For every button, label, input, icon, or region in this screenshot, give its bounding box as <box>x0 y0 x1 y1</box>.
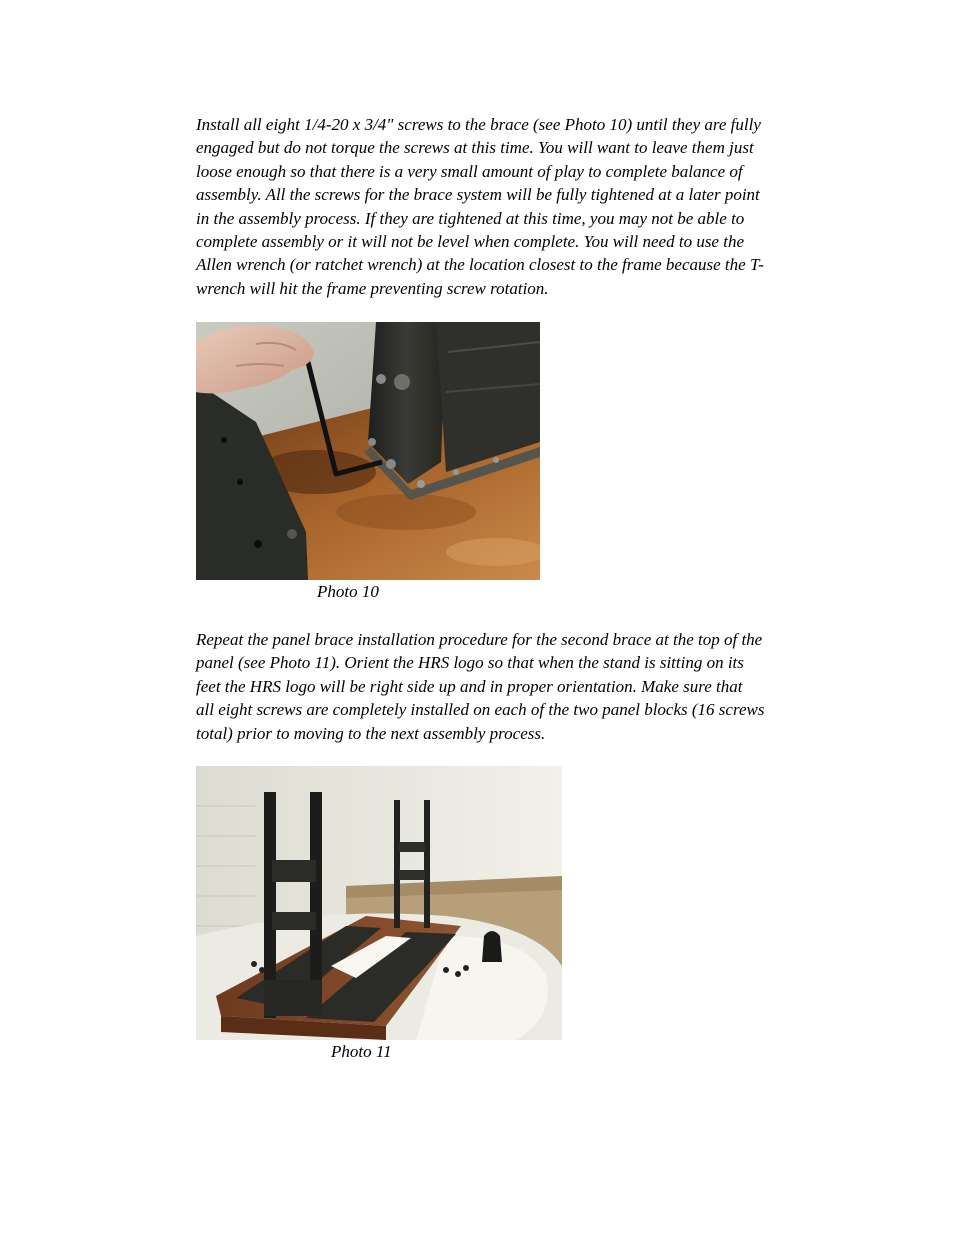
text-line: Install all eight 1/4-20 x 3/4" screws to the brace (see Photo 10) until they are fully <box>196 115 761 134</box>
text-line: engaged but do not torque the screws at this time. You will want to leave them just <box>196 138 754 158</box>
text-line: loose enough so that there is a very small amount of play to complete balance of <box>196 161 743 181</box>
text-line: Repeat the panel brace installation procedure for the second brace at the top of the <box>196 630 763 649</box>
text-line: assembly. All the screws for the brace system will be fully tightened at a later point <box>196 185 760 205</box>
photo-10-allen-wrench-on-brace <box>196 322 540 580</box>
photo-11-caption: Photo 11 <box>331 1042 392 1061</box>
photo-10-caption: Photo 10 <box>317 582 379 601</box>
text-line: feet the HRS logo will be right side up and in proper orientation. Make sure that <box>196 676 743 696</box>
text-line: wrench will hit the frame preventing screw rotation. <box>196 278 549 298</box>
text-line: in the assembly process. If they are tightened at this time, you may not be able to <box>196 208 745 228</box>
text-line: panel (see Photo 11). Orient the HRS logo so that when the stand is sitting on its <box>196 653 744 673</box>
text-line: total) prior to moving to the next assembly process. <box>196 723 546 743</box>
instruction-paragraph-2 <box>196 628 826 745</box>
text-line: all eight screws are completely installed on each of the two panel blocks (16 screws <box>196 700 765 720</box>
instruction-paragraph-1 <box>196 113 826 300</box>
photo-11-stand-assembly <box>196 766 562 1040</box>
text-line: complete assembly or it will not be level when complete. You will need to use the <box>196 232 744 252</box>
text-line: Allen wrench (or ratchet wrench) at the location closest to the frame because the T- <box>196 255 764 275</box>
